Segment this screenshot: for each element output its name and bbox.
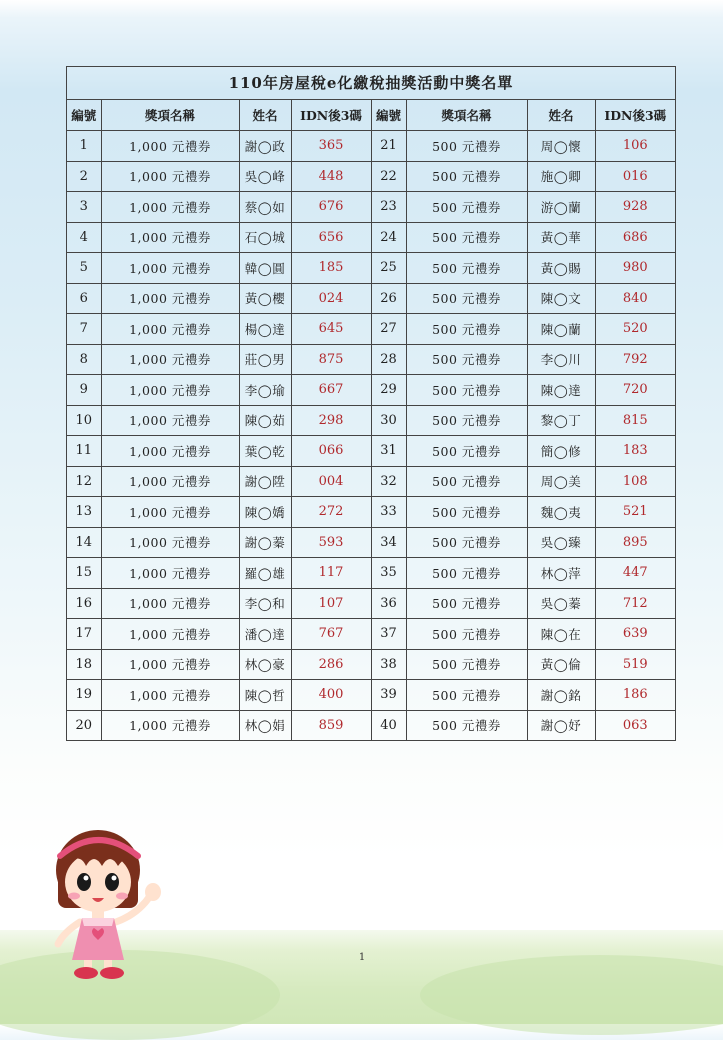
table-row (67, 436, 675, 467)
prize-name: 500 元禮券 (406, 527, 527, 558)
idn-last-3: 400 (291, 680, 371, 711)
prize-name: 500 元禮券 (406, 192, 527, 223)
page-number: 1 (358, 952, 366, 963)
idn-last-3: 875 (291, 344, 371, 375)
winner-name: 潘◯達 (239, 619, 291, 650)
winner-number: 33 (371, 497, 406, 528)
winner-number: 38 (371, 649, 406, 680)
table-row (67, 375, 675, 406)
winner-number: 16 (67, 588, 101, 619)
winner-number: 3 (67, 192, 101, 223)
idn-last-3: 815 (595, 405, 675, 436)
idn-last-3: 447 (595, 558, 675, 589)
winner-number: 28 (371, 344, 406, 375)
prize-name: 500 元禮券 (406, 680, 527, 711)
table-row (67, 649, 675, 680)
prize-name: 500 元禮券 (406, 253, 527, 284)
prize-name: 500 元禮券 (406, 497, 527, 528)
winner-name: 周◯懷 (527, 131, 595, 162)
header-name: 姓名 (239, 100, 291, 131)
winner-name: 蔡◯如 (239, 192, 291, 223)
winner-name: 魏◯夷 (527, 497, 595, 528)
prize-name: 500 元禮券 (406, 619, 527, 650)
table-body (67, 131, 675, 741)
idn-last-3: 183 (595, 436, 675, 467)
idn-last-3: 004 (291, 466, 371, 497)
winner-name: 謝◯妤 (527, 710, 595, 740)
idn-last-3: 520 (595, 314, 675, 345)
idn-last-3: 840 (595, 283, 675, 314)
prize-name: 1,000 元禮券 (101, 405, 239, 436)
prize-name: 500 元禮券 (406, 131, 527, 162)
table-row (67, 558, 675, 589)
winner-name: 施◯卿 (527, 161, 595, 192)
winner-name: 吳◯峰 (239, 161, 291, 192)
winner-name: 謝◯蓁 (239, 527, 291, 558)
winner-name: 李◯和 (239, 588, 291, 619)
winner-number: 12 (67, 466, 101, 497)
winner-name: 林◯萍 (527, 558, 595, 589)
prize-name: 1,000 元禮券 (101, 436, 239, 467)
winner-name: 吳◯臻 (527, 527, 595, 558)
prize-name: 1,000 元禮券 (101, 680, 239, 711)
prize-name: 500 元禮券 (406, 466, 527, 497)
prize-name: 1,000 元禮券 (101, 283, 239, 314)
prize-name: 1,000 元禮券 (101, 253, 239, 284)
winner-number: 24 (371, 222, 406, 253)
winner-name: 林◯豪 (239, 649, 291, 680)
idn-last-3: 106 (595, 131, 675, 162)
winner-number: 5 (67, 253, 101, 284)
table-row (67, 710, 675, 740)
winner-number: 34 (371, 527, 406, 558)
idn-last-3: 667 (291, 375, 371, 406)
prize-name: 500 元禮券 (406, 375, 527, 406)
winner-number: 4 (67, 222, 101, 253)
winner-name: 陳◯嬌 (239, 497, 291, 528)
winner-name: 謝◯銘 (527, 680, 595, 711)
table-row (67, 527, 675, 558)
winner-number: 1 (67, 131, 101, 162)
idn-last-3: 859 (291, 710, 371, 740)
prize-name: 500 元禮券 (406, 222, 527, 253)
table-row (67, 161, 675, 192)
winner-number: 32 (371, 466, 406, 497)
prize-name: 500 元禮券 (406, 558, 527, 589)
winner-number: 29 (371, 375, 406, 406)
winner-number: 13 (67, 497, 101, 528)
table-row (67, 222, 675, 253)
prize-name: 1,000 元禮券 (101, 192, 239, 223)
prize-name: 1,000 元禮券 (101, 314, 239, 345)
winner-name: 謝◯政 (239, 131, 291, 162)
winner-name: 黃◯賜 (527, 253, 595, 284)
header-prize: 獎項名稱 (101, 100, 239, 131)
header-idn: IDN後3碼 (595, 100, 675, 131)
table-row (67, 497, 675, 528)
idn-last-3: 593 (291, 527, 371, 558)
winner-number: 37 (371, 619, 406, 650)
winner-name: 黃◯華 (527, 222, 595, 253)
header-idn: IDN後3碼 (291, 100, 371, 131)
prize-name: 500 元禮券 (406, 710, 527, 740)
idn-last-3: 895 (595, 527, 675, 558)
table-row (67, 680, 675, 711)
table-row (67, 283, 675, 314)
winner-name: 陳◯蘭 (527, 314, 595, 345)
idn-last-3: 712 (595, 588, 675, 619)
prize-name: 1,000 元禮券 (101, 466, 239, 497)
winner-number: 17 (67, 619, 101, 650)
winner-number: 14 (67, 527, 101, 558)
winner-number: 10 (67, 405, 101, 436)
table-row (67, 405, 675, 436)
idn-last-3: 645 (291, 314, 371, 345)
table-row (67, 131, 675, 162)
winner-name: 葉◯乾 (239, 436, 291, 467)
table-row (67, 619, 675, 650)
winner-name: 黃◯櫻 (239, 283, 291, 314)
prize-name: 1,000 元禮券 (101, 497, 239, 528)
prize-name: 500 元禮券 (406, 161, 527, 192)
idn-last-3: 117 (291, 558, 371, 589)
prize-name: 1,000 元禮券 (101, 619, 239, 650)
prize-name: 500 元禮券 (406, 344, 527, 375)
idn-last-3: 521 (595, 497, 675, 528)
winner-number: 40 (371, 710, 406, 740)
winner-list-table (66, 66, 676, 741)
idn-last-3: 365 (291, 131, 371, 162)
header-no: 編號 (67, 100, 101, 131)
prize-name: 1,000 元禮券 (101, 710, 239, 740)
prize-name: 1,000 元禮券 (101, 558, 239, 589)
winner-number: 18 (67, 649, 101, 680)
winner-number: 2 (67, 161, 101, 192)
table-row (67, 192, 675, 223)
winner-name: 羅◯雄 (239, 558, 291, 589)
header-no: 編號 (371, 100, 406, 131)
winner-number: 8 (67, 344, 101, 375)
idn-last-3: 272 (291, 497, 371, 528)
winner-name: 周◯美 (527, 466, 595, 497)
idn-last-3: 108 (595, 466, 675, 497)
table-row (67, 253, 675, 284)
winner-name: 謝◯陞 (239, 466, 291, 497)
winner-name: 陳◯在 (527, 619, 595, 650)
idn-last-3: 686 (595, 222, 675, 253)
idn-last-3: 639 (595, 619, 675, 650)
winner-name: 陳◯文 (527, 283, 595, 314)
prize-name: 1,000 元禮券 (101, 527, 239, 558)
winner-number: 31 (371, 436, 406, 467)
winner-table (67, 100, 675, 740)
winner-number: 27 (371, 314, 406, 345)
prize-name: 1,000 元禮券 (101, 131, 239, 162)
prize-name: 1,000 元禮券 (101, 588, 239, 619)
idn-last-3: 016 (595, 161, 675, 192)
winner-number: 26 (371, 283, 406, 314)
winner-name: 楊◯達 (239, 314, 291, 345)
winner-name: 吳◯蓁 (527, 588, 595, 619)
winner-name: 游◯蘭 (527, 192, 595, 223)
header-name: 姓名 (527, 100, 595, 131)
idn-last-3: 286 (291, 649, 371, 680)
idn-last-3: 063 (595, 710, 675, 740)
winner-name: 李◯瑜 (239, 375, 291, 406)
idn-last-3: 720 (595, 375, 675, 406)
table-row (67, 588, 675, 619)
winner-name: 黃◯倫 (527, 649, 595, 680)
table-title: 110年房屋稅e化繳稅抽獎活動中獎名單 (67, 67, 675, 100)
winner-name: 石◯城 (239, 222, 291, 253)
winner-number: 7 (67, 314, 101, 345)
idn-last-3: 186 (595, 680, 675, 711)
winner-name: 陳◯達 (527, 375, 595, 406)
idn-last-3: 767 (291, 619, 371, 650)
header-prize: 獎項名稱 (406, 100, 527, 131)
prize-name: 500 元禮券 (406, 283, 527, 314)
prize-name: 1,000 元禮券 (101, 161, 239, 192)
idn-last-3: 656 (291, 222, 371, 253)
winner-number: 11 (67, 436, 101, 467)
winner-number: 22 (371, 161, 406, 192)
winner-name: 簡◯修 (527, 436, 595, 467)
winner-number: 35 (371, 558, 406, 589)
idn-last-3: 448 (291, 161, 371, 192)
winner-number: 36 (371, 588, 406, 619)
idn-last-3: 024 (291, 283, 371, 314)
winner-number: 20 (67, 710, 101, 740)
winner-number: 25 (371, 253, 406, 284)
prize-name: 500 元禮券 (406, 314, 527, 345)
prize-name: 500 元禮券 (406, 405, 527, 436)
table-row (67, 314, 675, 345)
winner-name: 黎◯丁 (527, 405, 595, 436)
idn-last-3: 185 (291, 253, 371, 284)
cartoon-girl-mascot (50, 822, 165, 982)
winner-number: 23 (371, 192, 406, 223)
idn-last-3: 298 (291, 405, 371, 436)
idn-last-3: 066 (291, 436, 371, 467)
idn-last-3: 980 (595, 253, 675, 284)
prize-name: 1,000 元禮券 (101, 375, 239, 406)
prize-name: 500 元禮券 (406, 436, 527, 467)
winner-number: 39 (371, 680, 406, 711)
prize-name: 500 元禮券 (406, 649, 527, 680)
winner-number: 19 (67, 680, 101, 711)
table-row (67, 344, 675, 375)
prize-name: 1,000 元禮券 (101, 649, 239, 680)
prize-name: 1,000 元禮券 (101, 222, 239, 253)
winner-name: 陳◯茹 (239, 405, 291, 436)
idn-last-3: 792 (595, 344, 675, 375)
winner-number: 30 (371, 405, 406, 436)
winner-number: 15 (67, 558, 101, 589)
header-row (67, 100, 675, 131)
winner-name: 陳◯哲 (239, 680, 291, 711)
idn-last-3: 107 (291, 588, 371, 619)
winner-name: 莊◯男 (239, 344, 291, 375)
table-row (67, 466, 675, 497)
idn-last-3: 928 (595, 192, 675, 223)
winner-number: 9 (67, 375, 101, 406)
winner-name: 林◯娟 (239, 710, 291, 740)
winner-number: 21 (371, 131, 406, 162)
idn-last-3: 519 (595, 649, 675, 680)
winner-number: 6 (67, 283, 101, 314)
idn-last-3: 676 (291, 192, 371, 223)
winner-name: 李◯川 (527, 344, 595, 375)
prize-name: 1,000 元禮券 (101, 344, 239, 375)
winner-name: 韓◯圓 (239, 253, 291, 284)
prize-name: 500 元禮券 (406, 588, 527, 619)
